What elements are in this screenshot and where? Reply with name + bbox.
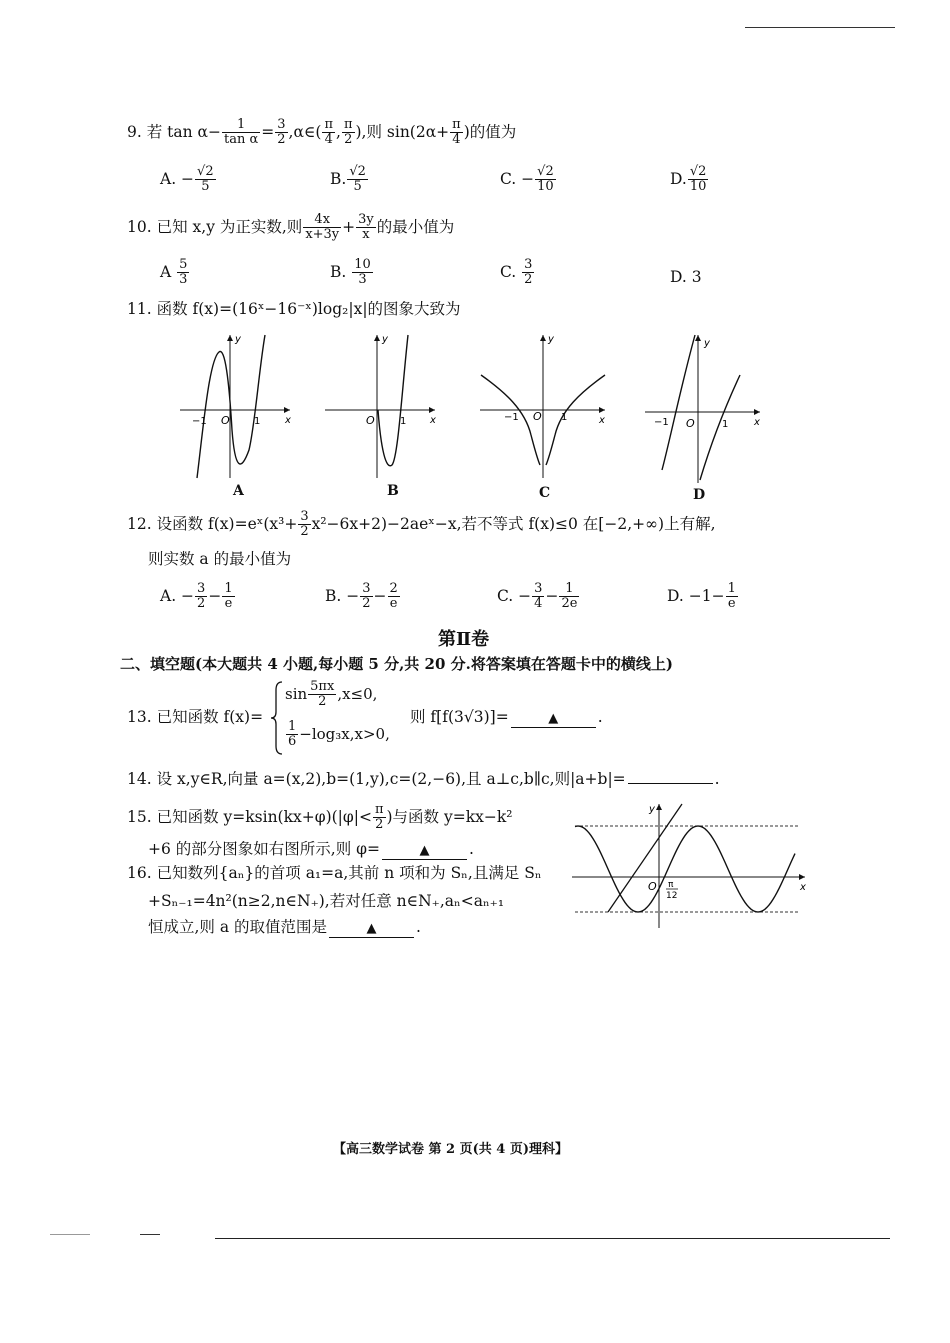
q12-option-a-n2: 1: [224, 581, 233, 596]
q12-frac1-num: 3: [300, 509, 309, 524]
q9-option-d: [670, 165, 709, 195]
q9-frac1: [222, 118, 260, 148]
q12-stem: [127, 510, 716, 540]
q12-option-b: [325, 582, 401, 612]
q15-number: 15.: [127, 807, 152, 826]
q12-option-b-n1: 3: [362, 581, 371, 596]
q13-case2-frac: [286, 720, 298, 750]
q10-option-a-label: A: [160, 262, 172, 281]
q12-option-a-d1: 2: [197, 596, 206, 612]
q12-option-b-d1: 2: [362, 596, 371, 612]
q9-frac5: [450, 118, 463, 148]
q13-number: 13.: [127, 708, 152, 726]
q12-option-b-frac1: [360, 582, 372, 612]
q10-frac2-num: 3y: [358, 212, 374, 227]
q11-graph-d-neg1: −1: [654, 417, 669, 428]
q15-graph: [570, 800, 810, 930]
q15-graph-x-label: x: [800, 882, 806, 893]
q16-line2: +Sₙ₋₁=4n²(n≥2,n∈N₊),若对任意 n∈N₊,aₙ<aₙ₊₁: [148, 892, 505, 910]
q12-option-b-d2: e: [389, 596, 398, 612]
q15-graph-tick-num: π: [668, 880, 674, 890]
q9-frac3-num: π: [324, 117, 334, 132]
q9-stem-a: 若 tan α−: [146, 122, 221, 141]
q12-option-c-label: C. −: [497, 586, 532, 605]
q11-graph-a: [175, 330, 295, 480]
q9-option-a: [160, 165, 217, 195]
q13-answer-blank[interactable]: [511, 708, 596, 728]
q12-frac1-den: 2: [300, 524, 309, 540]
q9-frac3: [322, 118, 335, 148]
top-scan-line: [745, 27, 895, 28]
q9-stem-e: ),则 sin(2α+: [355, 122, 450, 141]
q9-option-b-den: 5: [353, 179, 362, 195]
q12-option-c-frac1: [532, 582, 544, 612]
q9-option-a-label: A. −: [160, 169, 195, 188]
q12-option-d-frac: [726, 582, 738, 612]
q10-stem: [127, 213, 454, 243]
q12-stem-a: 设函数 f(x)=eˣ(x³+: [156, 514, 298, 533]
q9-stem-d: ,: [336, 122, 341, 141]
q15-graph-tick-den: 12: [666, 891, 678, 901]
q12-option-b-mid: −: [373, 586, 387, 605]
q10-option-c-den: 2: [524, 272, 533, 288]
q11-graph-c: [475, 330, 610, 480]
q11-graph-d-y-label: y: [704, 338, 710, 349]
q16-line3: [148, 918, 421, 938]
q10-option-b-den: 3: [358, 272, 367, 288]
q9-option-d-den: 10: [689, 179, 707, 195]
bottom-scan-line: [215, 1238, 890, 1239]
q10-stem-a: 已知 x,y 为正实数,则: [156, 217, 303, 236]
q10-option-b-num: 10: [354, 257, 371, 272]
q13-case1: [285, 680, 377, 710]
q16-line1: [127, 864, 542, 883]
q10-option-b-label: B.: [330, 262, 347, 281]
q11-graph-c-x-label: x: [599, 415, 605, 426]
q10-option-a-den: 3: [179, 272, 188, 288]
q16-line1-text: 已知数列{aₙ}的首项 a₁=a,其前 n 项和为 Sₙ,且满足 Sₙ: [156, 864, 542, 882]
q11-graph-d-x-label: x: [754, 417, 760, 428]
q14-number: 14.: [127, 770, 152, 788]
q11-graph-b-x-label: x: [430, 415, 436, 426]
q15-line2-text: +6 的部分图象如右图所示,则 φ=: [148, 840, 380, 858]
q9-option-a-den: 5: [201, 179, 210, 195]
q16-answer-blank[interactable]: [329, 918, 414, 938]
q13-end: .: [597, 708, 603, 726]
q13-question: [410, 708, 603, 728]
q9-frac3-den: 4: [324, 132, 333, 148]
q12-option-a-n1: 3: [197, 581, 206, 596]
q15-end: .: [468, 840, 474, 858]
q13-case1-cond: ,x≤0,: [337, 684, 378, 703]
q9-frac4-den: 2: [344, 132, 353, 148]
q13-case2-num: 1: [288, 719, 297, 734]
q10-number: 10.: [127, 217, 152, 236]
q10-stem-b: +: [342, 217, 356, 236]
q12-option-b-frac2: [388, 582, 400, 612]
q9-frac5-num: π: [452, 117, 461, 132]
q13-case1-num: 5πx: [310, 679, 335, 694]
q10-frac1-num: 4x: [303, 213, 341, 228]
q9-frac2: [275, 118, 287, 148]
q16-triangle-icon: ▲: [366, 921, 377, 936]
q10-option-a-num: 5: [179, 257, 188, 272]
q14-stem-text: 设 x,y∈R,向量 a=(x,2),b=(1,y),c=(2,−6),且 a⊥c,b∥c,则|a+b|=: [156, 770, 626, 788]
q15-graph-y-label: y: [649, 804, 655, 815]
q13-triangle-icon: ▲: [548, 711, 559, 726]
q11-graph-d-origin: O: [686, 417, 695, 430]
q14-end: .: [714, 770, 720, 788]
q12-option-a-d2: e: [224, 596, 233, 612]
q9-frac1-num: 1: [222, 118, 260, 133]
q9-option-c-den: 10: [537, 179, 554, 195]
q10-option-a: [160, 258, 190, 288]
q11-graph-a-x-label: x: [285, 415, 291, 426]
q11-graph-c-pos1: 1: [561, 412, 568, 423]
q15-stem: [127, 803, 512, 833]
q13-case1-den: 2: [318, 694, 327, 710]
q10-option-a-frac: [177, 258, 189, 288]
q12-option-a-frac2: [222, 582, 234, 612]
q11-graph-b-label: B: [387, 483, 399, 499]
part2-title: 第Ⅱ卷: [438, 629, 490, 650]
q12-option-a-frac1: [195, 582, 207, 612]
q9-option-b-label: B.: [330, 169, 347, 188]
q9-frac1-den: tan α: [224, 132, 259, 148]
q12-option-b-label: B. −: [325, 586, 360, 605]
q11-graph-b-pos1: 1: [400, 416, 407, 427]
q12-option-d-label: D. −1−: [667, 586, 725, 605]
q9-option-d-frac: [688, 165, 709, 195]
q10-option-c-num: 3: [524, 257, 533, 272]
q15-graph-origin: O: [648, 880, 657, 893]
q9-option-b-num: √2: [349, 164, 366, 179]
q11-graph-c-neg1: −1: [504, 412, 519, 423]
q13-brace: [270, 680, 284, 756]
q15-stem-b: )与函数 y=kx−k²: [386, 807, 513, 826]
q10-frac2: [356, 213, 376, 243]
q11-graph-d: [640, 330, 765, 485]
q10-frac2-den: x: [362, 227, 370, 243]
q9-option-d-num: √2: [689, 164, 707, 179]
q14-answer-blank[interactable]: [628, 783, 713, 784]
q9-stem: [127, 118, 516, 148]
q12-option-c-d2: 2e: [561, 596, 578, 612]
q10-frac1: [303, 213, 341, 243]
q13-case1-frac: [308, 680, 336, 710]
q15-frac-den: 2: [375, 817, 384, 833]
q12-option-c-n2: 1: [559, 582, 579, 597]
q12-option-a: [160, 582, 236, 612]
q9-frac2-den: 2: [277, 132, 286, 148]
page-footer: 【高三数学试卷 第 2 页(共 4 页)理科】: [333, 1142, 569, 1157]
q9-frac4-num: π: [343, 117, 353, 132]
q16-line3-text: 恒成立,则 a 的取值范围是: [148, 918, 328, 936]
q11-graph-b-origin: O: [366, 414, 375, 427]
q10-frac1-den: x+3y: [305, 227, 340, 243]
q9-option-b: [330, 165, 369, 195]
q9-option-c-frac: [535, 165, 556, 195]
q12-option-d: [667, 582, 739, 612]
q11-graph-a-pos1: 1: [254, 416, 261, 427]
q12-option-c-n1: 3: [534, 581, 543, 596]
q9-frac2-num: 3: [277, 117, 286, 132]
q15-line2: [148, 840, 474, 860]
q9-option-a-num: √2: [197, 164, 214, 179]
q9-option-c-label: C. −: [500, 169, 535, 188]
q9-frac5-den: 4: [452, 132, 461, 148]
q11-graph-c-y-label: y: [548, 334, 554, 345]
q12-option-d-n2: 1: [727, 581, 736, 596]
q11-stem-text: 函数 f(x)=(16ˣ−16⁻ˣ)log₂|x|的图象大致为: [156, 300, 461, 318]
q9-stem-b: =: [261, 122, 275, 141]
q12-option-d-d2: e: [727, 596, 736, 612]
q10-option-d-label: D. 3: [670, 268, 702, 286]
q11-graph-d-label: D: [693, 487, 706, 503]
q13-case2-den: 6: [288, 734, 297, 750]
q10-stem-c: 的最小值为: [376, 217, 455, 236]
q11-graph-c-label: C: [539, 485, 551, 501]
q12-option-a-mid: −: [208, 586, 222, 605]
q12-stem-b: x²−6x+2)−2aeˣ−x,若不等式 f(x)≤0 在[−2,+∞)上有解,: [311, 514, 716, 533]
q11-number: 11.: [127, 300, 152, 318]
q13-stem-a: 已知函数 f(x)=: [156, 708, 264, 726]
q16-end: .: [416, 918, 421, 936]
q11-graph-d-pos1: 1: [722, 419, 729, 430]
q12-option-b-n2: 2: [389, 581, 398, 596]
q12-option-c-mid: −: [545, 586, 559, 605]
q10-option-c-frac: [522, 258, 534, 288]
q16-number: 16.: [127, 864, 152, 882]
q9-option-b-frac: [347, 165, 368, 195]
q9-number: 9.: [127, 122, 142, 141]
q13-case2: [285, 720, 390, 750]
q10-option-c: [500, 258, 535, 288]
bottom-scan-line-short: [140, 1234, 160, 1235]
q11-graph-a-origin: O: [221, 414, 230, 427]
q9-frac4: [342, 118, 355, 148]
q11-graph-a-label: A: [233, 483, 244, 499]
q10-option-c-label: C.: [500, 262, 517, 281]
q14-stem: [127, 770, 720, 789]
q15-stem-a: 已知函数 y=ksin(kx+φ)(|φ|<: [156, 807, 372, 826]
q12-option-a-label: A. −: [160, 586, 195, 605]
q9-stem-c: ,α∈(: [288, 122, 322, 141]
q15-triangle-icon: ▲: [419, 843, 430, 858]
q9-option-d-label: D.: [670, 169, 687, 188]
q11-graph-c-origin: O: [533, 410, 542, 423]
bottom-scan-line-left: [50, 1234, 90, 1235]
q9-option-c-num: √2: [537, 164, 554, 179]
q13-case1-sin: sin: [285, 684, 308, 703]
q11-graph-b-y-label: y: [382, 334, 388, 345]
q9-stem-f: )的值为: [463, 122, 517, 141]
q11-graph-a-y-label: y: [235, 334, 241, 345]
q11-stem: [127, 300, 461, 319]
q9-option-a-frac: [195, 165, 216, 195]
q10-option-b: [330, 258, 374, 288]
q9-option-c: [500, 165, 557, 195]
q12-option-c: [497, 582, 580, 612]
q15-answer-blank[interactable]: [382, 840, 467, 860]
q15-frac-num: π: [374, 802, 384, 817]
q12-stem-line2: 则实数 a 的最小值为: [148, 550, 292, 568]
q11-graph-b: [320, 330, 440, 480]
q13-stem-b: 则 f[f(3√3)]=: [410, 708, 509, 726]
q10-option-d: [670, 268, 702, 286]
q10-option-b-frac: [352, 258, 373, 288]
q13-case2-expr: −log₃x,x>0,: [299, 724, 390, 743]
q15-frac: [373, 803, 386, 833]
q12-frac1: [298, 510, 310, 540]
section2-heading: 二、填空题(本大题共 4 小题,每小题 5 分,共 20 分.将答案填在答题卡中的横线上): [120, 655, 673, 673]
q13-prefix: [127, 708, 263, 727]
q12-option-c-frac2: [559, 582, 579, 612]
q12-number: 12.: [127, 514, 152, 533]
q11-graph-a-neg1: −1: [192, 416, 207, 427]
q12-option-c-d1: 4: [534, 596, 543, 612]
